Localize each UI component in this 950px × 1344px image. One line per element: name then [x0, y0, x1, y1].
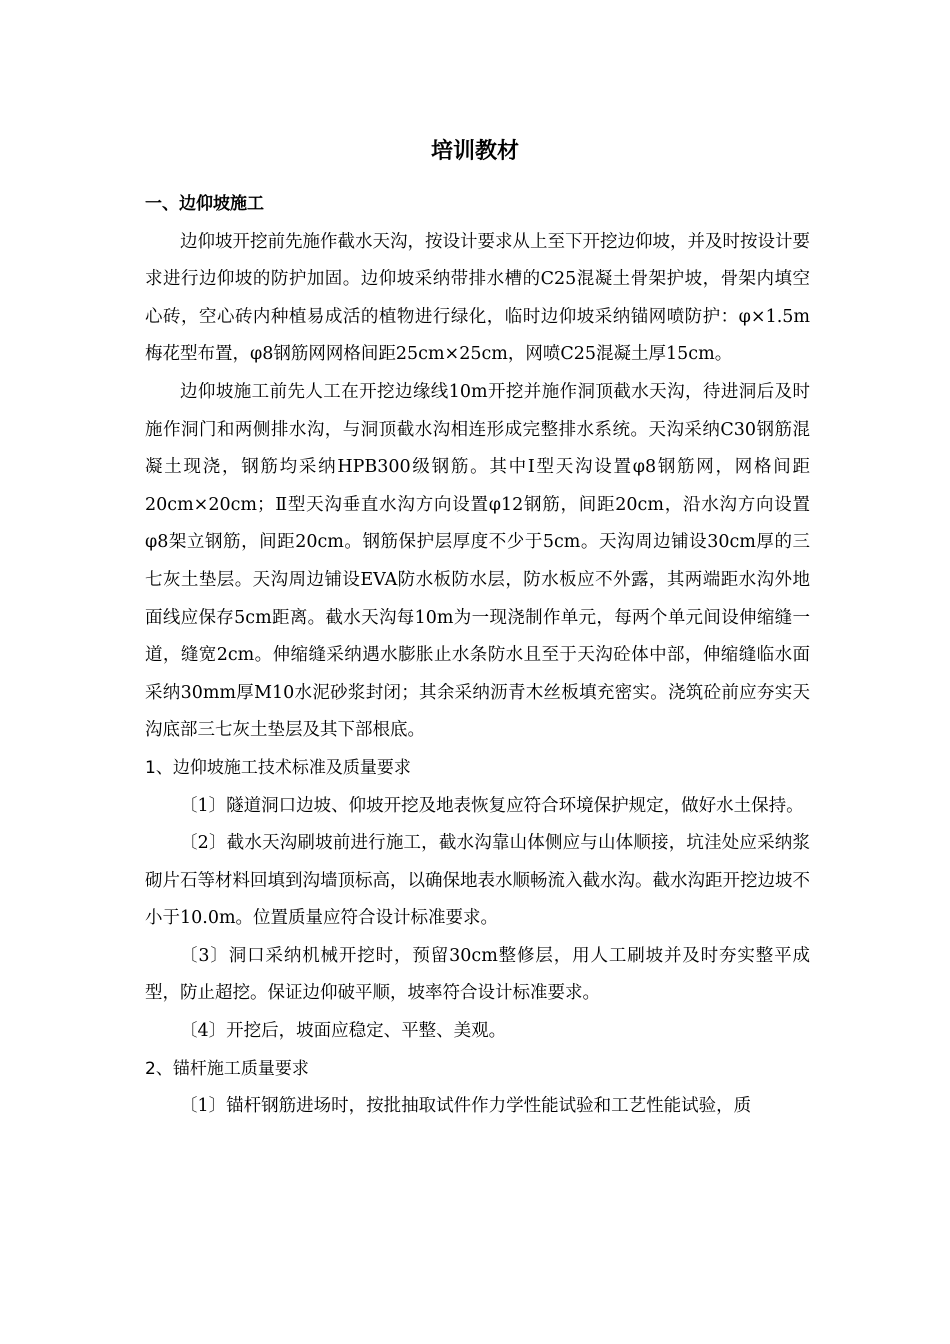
document-title: 培训教材 [430, 139, 519, 164]
paragraph: 边仰坡开挖前先施作截水天沟，按设计要求从上至下开挖边仰坡，并及时按设计要求进行边仰坡的防护加固。边仰坡采纳带排水槽的C25混凝土骨架护坡，骨架内填空心砖，空心砖内种植易成活的植物进行绿化，临时边仰坡采纳锚网喷防护：φ×1.5m梅花型布置，φ8钢筋网网格间距25cm×25cm，网喷C25混凝土厚15cm。 [145, 231, 810, 365]
document-body [145, 186, 810, 1126]
subsection-heading: 1、边仰坡施工技术标准及质量要求 [145, 757, 411, 778]
list-item: 〔4〕开挖后，坡面应稳定、平整、美观。 [180, 1021, 507, 1042]
subsection-heading: 2、锚杆施工质量要求 [145, 1058, 309, 1079]
list-item: 〔1〕隧道洞口边坡、仰坡开挖及地表恢复应符合环境保护规定，做好水土保持。 [180, 795, 804, 816]
list-item: 〔2〕截水天沟刷坡前进行施工，截水沟靠山体侧应与山体顺接，坑洼处应采纳浆砌片石等材料回填到沟墙顶标高，以确保地表水顺畅流入截水沟。截水沟距开挖边坡不小于10.0m。位置质量应符合设计标准要求。 [145, 833, 810, 929]
list-item: 〔3〕洞口采纳机械开挖时，预留30cm整修层，用人工刷坡并及时夯实整平成型，防止超挖。保证边仰破平顺，坡率符合设计标准要求。 [145, 945, 810, 1004]
paragraph: 边仰坡施工前先人工在开挖边缘线10m开挖并施作洞顶截水天沟，待进洞后及时施作洞门和两侧排水沟，与洞顶截水沟相连形成完整排水系统。天沟采纳C30钢筋混凝土现浇，钢筋均采纳HPB300级钢筋。其中Ⅰ型天沟设置φ8钢筋网，网格间距20cm×20cm；Ⅱ型天沟垂直水沟方向设置φ12钢筋，间距20cm，沿水沟方向设置φ8架立钢筋，间距20cm。钢筋保护层厚度不少于5cm。天沟周边铺设30cm厚的三七灰土垫层。天沟周边铺设EVA防水板防水层，防水板应不外露，其两端距水沟外地面线应保存5cm距离。截水天沟每10m为一现浇制作单元，每两个单元间设伸缩缝一道，缝宽2cm。伸缩缝采纳遇水膨胀止水条防水且至于天沟砼体中部，伸缩缝临水面采纳30mm厚M10水泥砂浆封闭；其余采纳沥青木丝板填充密实。浇筑砼前应夯实天沟底部三七灰土垫层及其下部根底。 [145, 381, 810, 741]
list-item: 〔1〕锚杆钢筋进场时，按批抽取试件作力学性能试验和工艺性能试验，质 [180, 1096, 752, 1117]
section-heading: 一、边仰坡施工 [145, 194, 264, 214]
